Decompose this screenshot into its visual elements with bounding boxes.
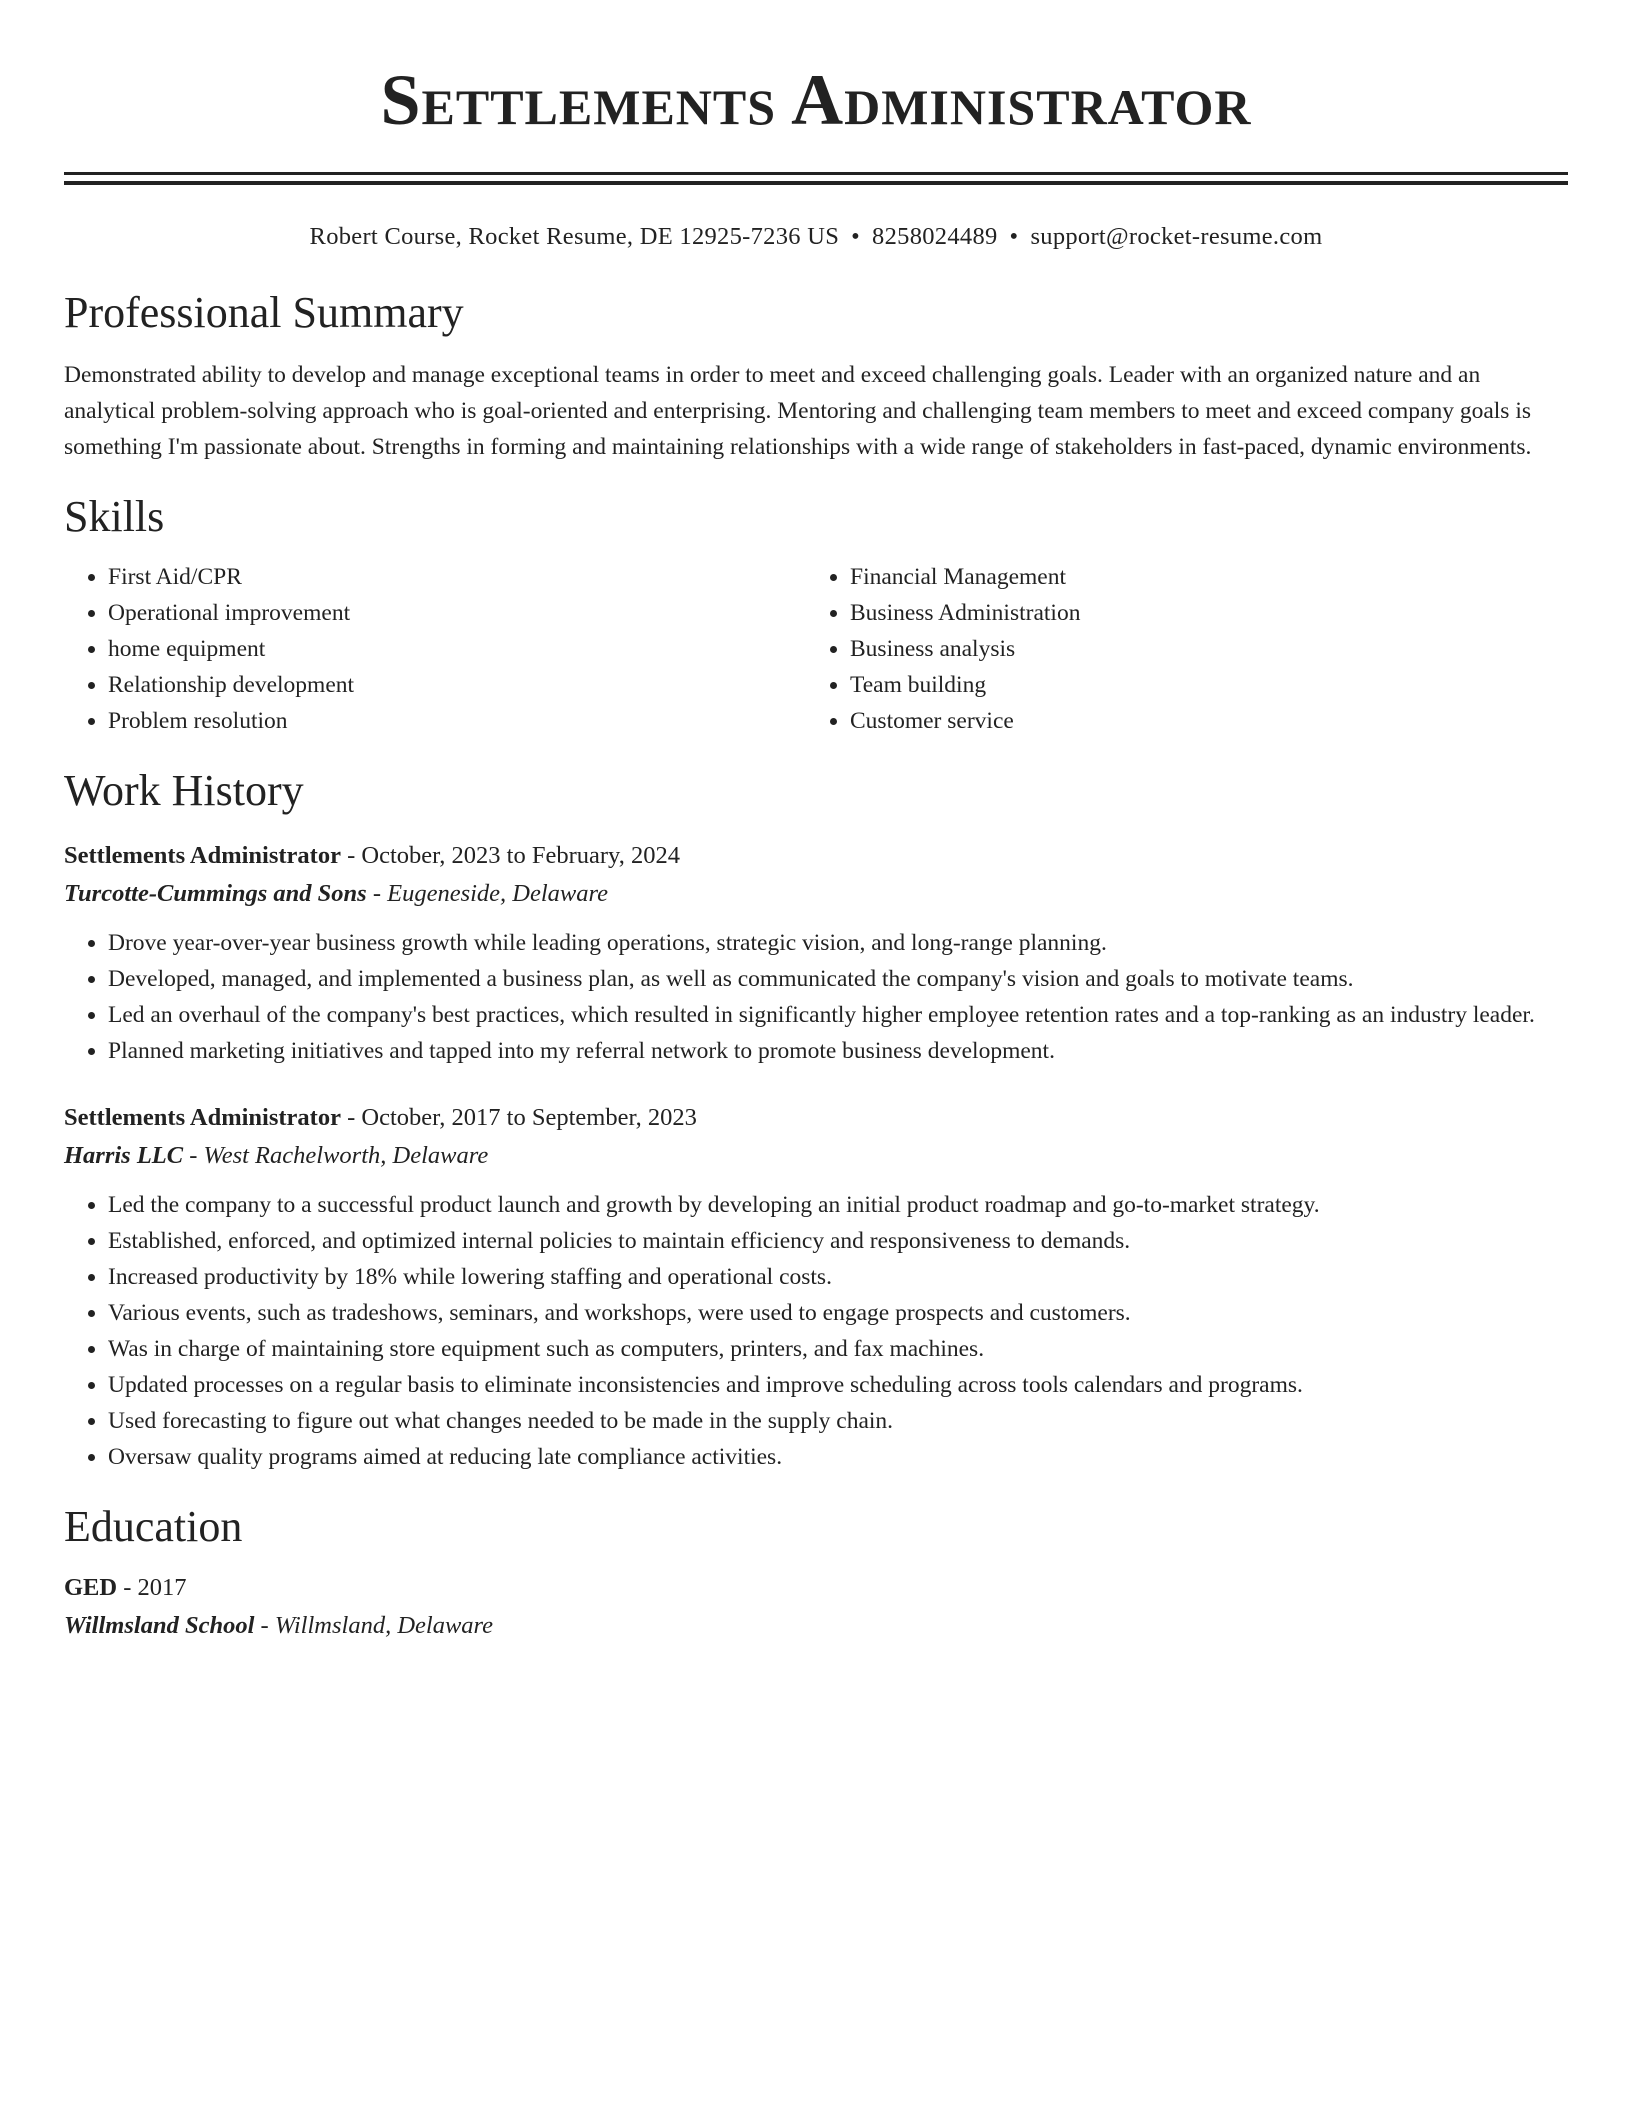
job-dash: - xyxy=(347,1104,356,1131)
job-title: Settlements Administrator xyxy=(64,842,341,869)
work-history-heading: Work History xyxy=(64,766,304,815)
job-location: West Rachelworth, Delaware xyxy=(203,1142,489,1169)
job-company: Harris LLC xyxy=(64,1142,184,1169)
skill-item: • Operational improvement xyxy=(108,595,806,631)
title-divider-bottom xyxy=(64,181,1568,185)
job-title: Settlements Administrator xyxy=(64,1104,341,1131)
education-degree: GED xyxy=(64,1574,118,1601)
job-heading xyxy=(64,1099,1568,1137)
contact-separator: • xyxy=(851,223,861,250)
job-dates: October, 2023 to February, 2024 xyxy=(361,842,680,869)
skill-item: • Business Administration xyxy=(850,595,1548,631)
job-bullet-list xyxy=(64,1187,1568,1475)
job-bullet: • Planned marketing initiatives and tapped into my referral network to promote business development. xyxy=(108,1033,1568,1069)
education-dash: - xyxy=(123,1574,132,1601)
skill-item: • home equipment xyxy=(108,631,806,667)
skill-item: • Relationship development xyxy=(108,667,806,703)
contact-address: Robert Course, Rocket Resume, DE 12925-7236 US xyxy=(309,223,840,250)
contact-phone: 8258024489 xyxy=(872,223,998,250)
education-school-line xyxy=(64,1607,1568,1645)
job-company: Turcotte-Cummings and Sons xyxy=(64,880,367,907)
job-bullet: • Updated processes on a regular basis to eliminate inconsistencies and improve scheduling across tools calendars and programs. xyxy=(108,1367,1568,1403)
skills-list-right xyxy=(806,559,1548,739)
job-dash: - xyxy=(347,842,356,869)
summary-heading: Professional Summary xyxy=(64,288,464,337)
job-bullet: • Drove year-over-year business growth while leading operations, strategic vision, and long-range planning. xyxy=(108,925,1568,961)
skills-columns xyxy=(64,559,1568,739)
job-employer xyxy=(64,1137,1568,1175)
contact-email: support@rocket-resume.com xyxy=(1030,223,1323,250)
skill-item: • Team building xyxy=(850,667,1548,703)
job-bullet: • Used forecasting to figure out what changes needed to be made in the supply chain. xyxy=(108,1403,1568,1439)
skill-item: • Customer service xyxy=(850,703,1548,739)
job-bullet: • Increased productivity by 18% while lowering staffing and operational costs. xyxy=(108,1259,1568,1295)
skill-item: • First Aid/CPR xyxy=(108,559,806,595)
job-bullet-list xyxy=(64,925,1568,1069)
contact-separator: • xyxy=(1009,223,1019,250)
job-bullet: • Established, enforced, and optimized internal policies to maintain efficiency and responsiveness to demands. xyxy=(108,1223,1568,1259)
contact-line xyxy=(64,221,1568,253)
skill-item: • Business analysis xyxy=(850,631,1548,667)
job-employer xyxy=(64,875,1568,913)
job-heading xyxy=(64,837,1568,875)
job-bullet: • Led an overhaul of the company's best practices, which resulted in significantly higher employee retention rates and a top-ranking as an industry leader. xyxy=(108,997,1568,1033)
job-bullet: • Led the company to a successful product launch and growth by developing an initial product roadmap and go-to-market strategy. xyxy=(108,1187,1568,1223)
job-location: Eugeneside, Delaware xyxy=(387,880,609,907)
job-bullet: • Various events, such as tradeshows, seminars, and workshops, were used to engage prospects and customers. xyxy=(108,1295,1568,1331)
education-heading: Education xyxy=(64,1502,243,1551)
education-dash: - xyxy=(260,1612,269,1639)
skill-item: • Financial Management xyxy=(850,559,1548,595)
education-school: Willmsland School xyxy=(64,1612,255,1639)
job-dash: - xyxy=(189,1142,198,1169)
job-dates: October, 2017 to September, 2023 xyxy=(361,1104,697,1131)
resume-title: Settlements Administrator xyxy=(380,60,1252,140)
skill-item: • Problem resolution xyxy=(108,703,806,739)
job-bullet: • Was in charge of maintaining store equipment such as computers, printers, and fax machines. xyxy=(108,1331,1568,1367)
title-divider-top xyxy=(64,172,1568,175)
education-degree-line xyxy=(64,1569,1568,1607)
job-dash: - xyxy=(372,880,381,907)
education-location: Willmsland, Delaware xyxy=(274,1612,494,1639)
skills-heading: Skills xyxy=(64,492,165,541)
job-bullet: • Developed, managed, and implemented a business plan, as well as communicated the company's vision and goals to motivate teams. xyxy=(108,961,1568,997)
summary-text: Demonstrated ability to develop and manage exceptional teams in order to meet and exceed challenging goals. Leader with an organized nature and an analytical problem-solving approach who is goal-oriented and enterprising. Mentoring and challenging team members to meet and exceed company goals is something I'm passionate about. Strengths in forming and maintaining relationships with a wide range of stakeholders in fast-paced, dynamic environments. xyxy=(64,362,1532,460)
skills-list-left xyxy=(64,559,806,739)
education-year: 2017 xyxy=(137,1574,187,1601)
job-bullet: • Oversaw quality programs aimed at reducing late compliance activities. xyxy=(108,1439,1568,1475)
